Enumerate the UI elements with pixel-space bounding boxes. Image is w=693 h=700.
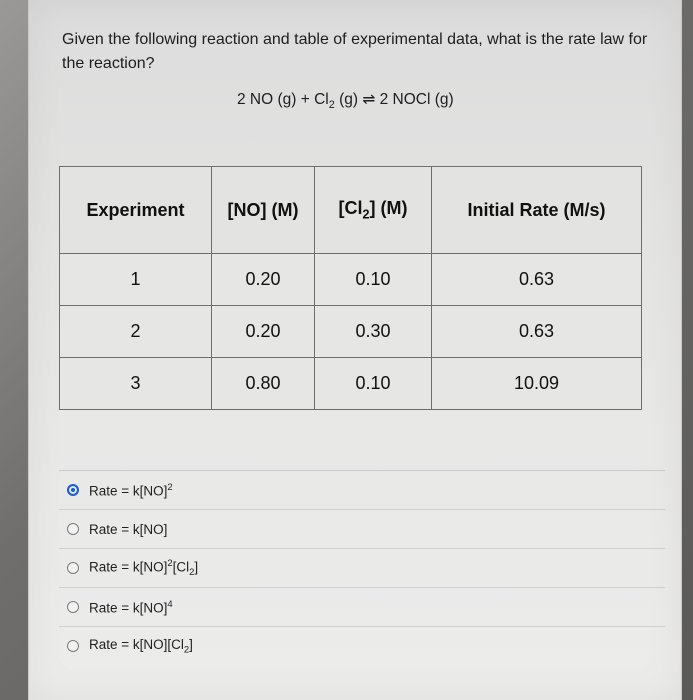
header-initial-rate: Initial Rate (M/s) [432,167,642,254]
reaction-part-1: 2 NO (g) + Cl [237,91,329,108]
reaction-equation [237,90,454,111]
header-cl2-pre: [Cl [338,198,363,219]
option-label [89,482,173,499]
experimental-data-table [59,166,642,410]
option-label [89,599,173,616]
option-prefix: Rate = k[NO] [89,521,168,537]
cell-cl2: 0.30 [315,306,432,358]
option-sub: 2 [189,567,195,579]
radio-button[interactable] [67,640,79,652]
answer-option-5[interactable] [59,626,665,665]
table-row [60,306,642,358]
cell-no: 0.80 [212,358,315,410]
cell-no: 0.20 [212,254,315,306]
radio-button[interactable] [67,601,79,613]
option-label [89,637,193,656]
header-cl2-sub: 2 [362,207,370,222]
cell-rate: 0.63 [432,254,642,306]
cell-rate: 0.63 [432,306,642,358]
option-sub: 2 [183,644,190,656]
radio-button[interactable] [67,523,79,535]
option-label [89,522,167,537]
answer-option-4[interactable] [59,587,665,626]
table-row [60,254,642,306]
option-sup: 2 [167,481,173,493]
table-header-row [60,167,642,254]
option-sup: 2 [167,557,173,569]
answer-option-2[interactable] [59,509,665,548]
option-prefix: Rate = k[NO] [89,559,168,575]
cell-experiment: 3 [60,358,212,410]
option-prefix: Rate = k[NO] [89,600,168,616]
header-cl2-post: ] (M) [369,198,408,219]
option-middle: [Cl [172,559,190,575]
option-suffix: ] [194,559,199,575]
question-text: Given the following reaction and table of experimental data, what is the rate law for the reaction? [62,31,648,72]
reaction-subscript: 2 [328,99,335,112]
option-sup: 4 [167,598,173,610]
option-prefix: Rate = k[NO] [89,483,168,499]
cell-cl2: 0.10 [315,358,432,410]
radio-button-selected[interactable] [67,484,79,496]
reaction-part-2: (g) ⇌ 2 NOCl (g) [334,91,454,108]
header-cl2-concentration [315,167,432,254]
option-label [89,558,198,578]
answer-options [59,470,665,665]
cell-experiment: 2 [60,306,212,358]
header-experiment: Experiment [60,167,212,254]
cell-experiment: 1 [60,254,212,306]
header-no-concentration: [NO] (M) [212,167,315,254]
answer-option-1[interactable] [59,470,665,509]
option-prefix: Rate = k[NO][Cl [89,636,184,652]
table-row [60,358,642,410]
option-suffix: ] [189,636,193,652]
answer-option-3[interactable] [59,548,665,587]
question-paper [28,0,682,700]
cell-no: 0.20 [212,306,315,358]
cell-cl2: 0.10 [315,254,432,306]
cell-rate: 10.09 [432,358,642,410]
radio-button[interactable] [67,562,79,574]
